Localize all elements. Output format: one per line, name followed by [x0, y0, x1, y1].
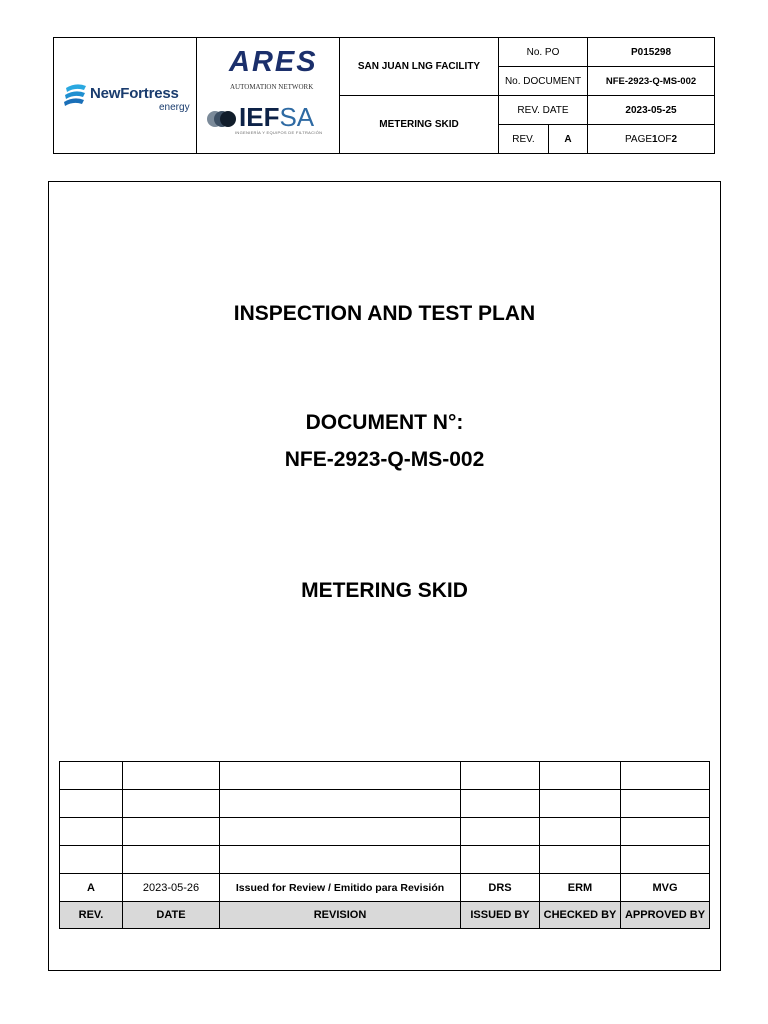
table-cell: Issued for Review / Emitido para Revisión [220, 874, 461, 902]
revdate-label: REV. DATE [499, 96, 588, 125]
newfortress-sub: energy [159, 102, 190, 113]
document-header [53, 37, 715, 154]
table-cell [220, 762, 461, 790]
column-header: REVISION [220, 902, 461, 929]
newfortress-name: NewFortress [90, 85, 179, 102]
rev-label: REV. [499, 125, 549, 153]
page-prefix: PAGE [624, 133, 653, 145]
iefsa-logo [239, 102, 314, 133]
table-cell [123, 762, 220, 790]
po-value: P015298 [588, 38, 714, 67]
page-of: OF [657, 133, 672, 145]
table-cell: MVG [621, 874, 710, 902]
document-number: NFE-2923-Q-MS-002 [284, 448, 485, 471]
table-cell [60, 846, 123, 874]
column-header: DATE [123, 902, 220, 929]
iefsa-logo-sub: INGENIERÍA Y EQUIPOS DE FILTRACIÓN [235, 130, 323, 135]
newfortress-logo-cell [54, 38, 197, 153]
ares-logo: ARES [229, 46, 318, 78]
table-cell [220, 790, 461, 818]
page-indicator [588, 125, 714, 153]
table-cell [123, 818, 220, 846]
table-cell [461, 846, 540, 874]
newfortress-wave-icon [62, 82, 88, 110]
po-label: No. PO [499, 38, 588, 67]
column-header: APPROVED BY [621, 902, 710, 929]
table-cell [621, 818, 710, 846]
table-cell [540, 790, 621, 818]
doc-value: NFE-2923-Q-MS-002 [588, 67, 714, 96]
header-subject: METERING SKID [340, 96, 499, 153]
table-cell [123, 790, 220, 818]
table-cell: ERM [540, 874, 621, 902]
rev-value: A [549, 125, 588, 153]
table-row [60, 874, 710, 902]
column-header: REV. [60, 902, 123, 929]
table-cell: DRS [461, 874, 540, 902]
document-subject: METERING SKID [301, 579, 468, 602]
iefsa-logo-a: IEF [239, 102, 280, 132]
iefsa-logo-b: SA [279, 102, 315, 132]
table-cell [220, 846, 461, 874]
document-number-label: DOCUMENT N°: [305, 411, 464, 434]
table-cell [540, 846, 621, 874]
doc-label: No. DOCUMENT [499, 67, 588, 96]
table-cell: A [60, 874, 123, 902]
page-total: 2 [671, 133, 678, 145]
revision-table [59, 761, 710, 929]
table-header-row [60, 902, 710, 929]
page-current: 1 [652, 133, 658, 145]
table-cell: 2023-05-26 [123, 874, 220, 902]
revdate-value: 2023-05-25 [588, 96, 714, 125]
table-row [60, 790, 710, 818]
iefsa-circles-icon [207, 110, 237, 128]
ares-iefsa-logo-cell [197, 38, 340, 153]
table-cell [220, 818, 461, 846]
table-cell [60, 790, 123, 818]
table-cell [621, 762, 710, 790]
table-row [60, 846, 710, 874]
facility-name: SAN JUAN LNG FACILITY [340, 38, 499, 96]
document-title: INSPECTION AND TEST PLAN [233, 302, 536, 325]
table-cell [461, 818, 540, 846]
ares-logo-sub: AUTOMATION NETWORK [230, 83, 314, 91]
table-cell [60, 762, 123, 790]
column-header: ISSUED BY [461, 902, 540, 929]
table-cell [60, 818, 123, 846]
table-cell [123, 846, 220, 874]
column-header: CHECKED BY [540, 902, 621, 929]
table-cell [461, 762, 540, 790]
newfortress-logo [62, 78, 192, 118]
table-cell [540, 818, 621, 846]
table-row [60, 762, 710, 790]
table-cell [621, 790, 710, 818]
table-cell [461, 790, 540, 818]
table-cell [540, 762, 621, 790]
table-cell [621, 846, 710, 874]
table-row [60, 818, 710, 846]
